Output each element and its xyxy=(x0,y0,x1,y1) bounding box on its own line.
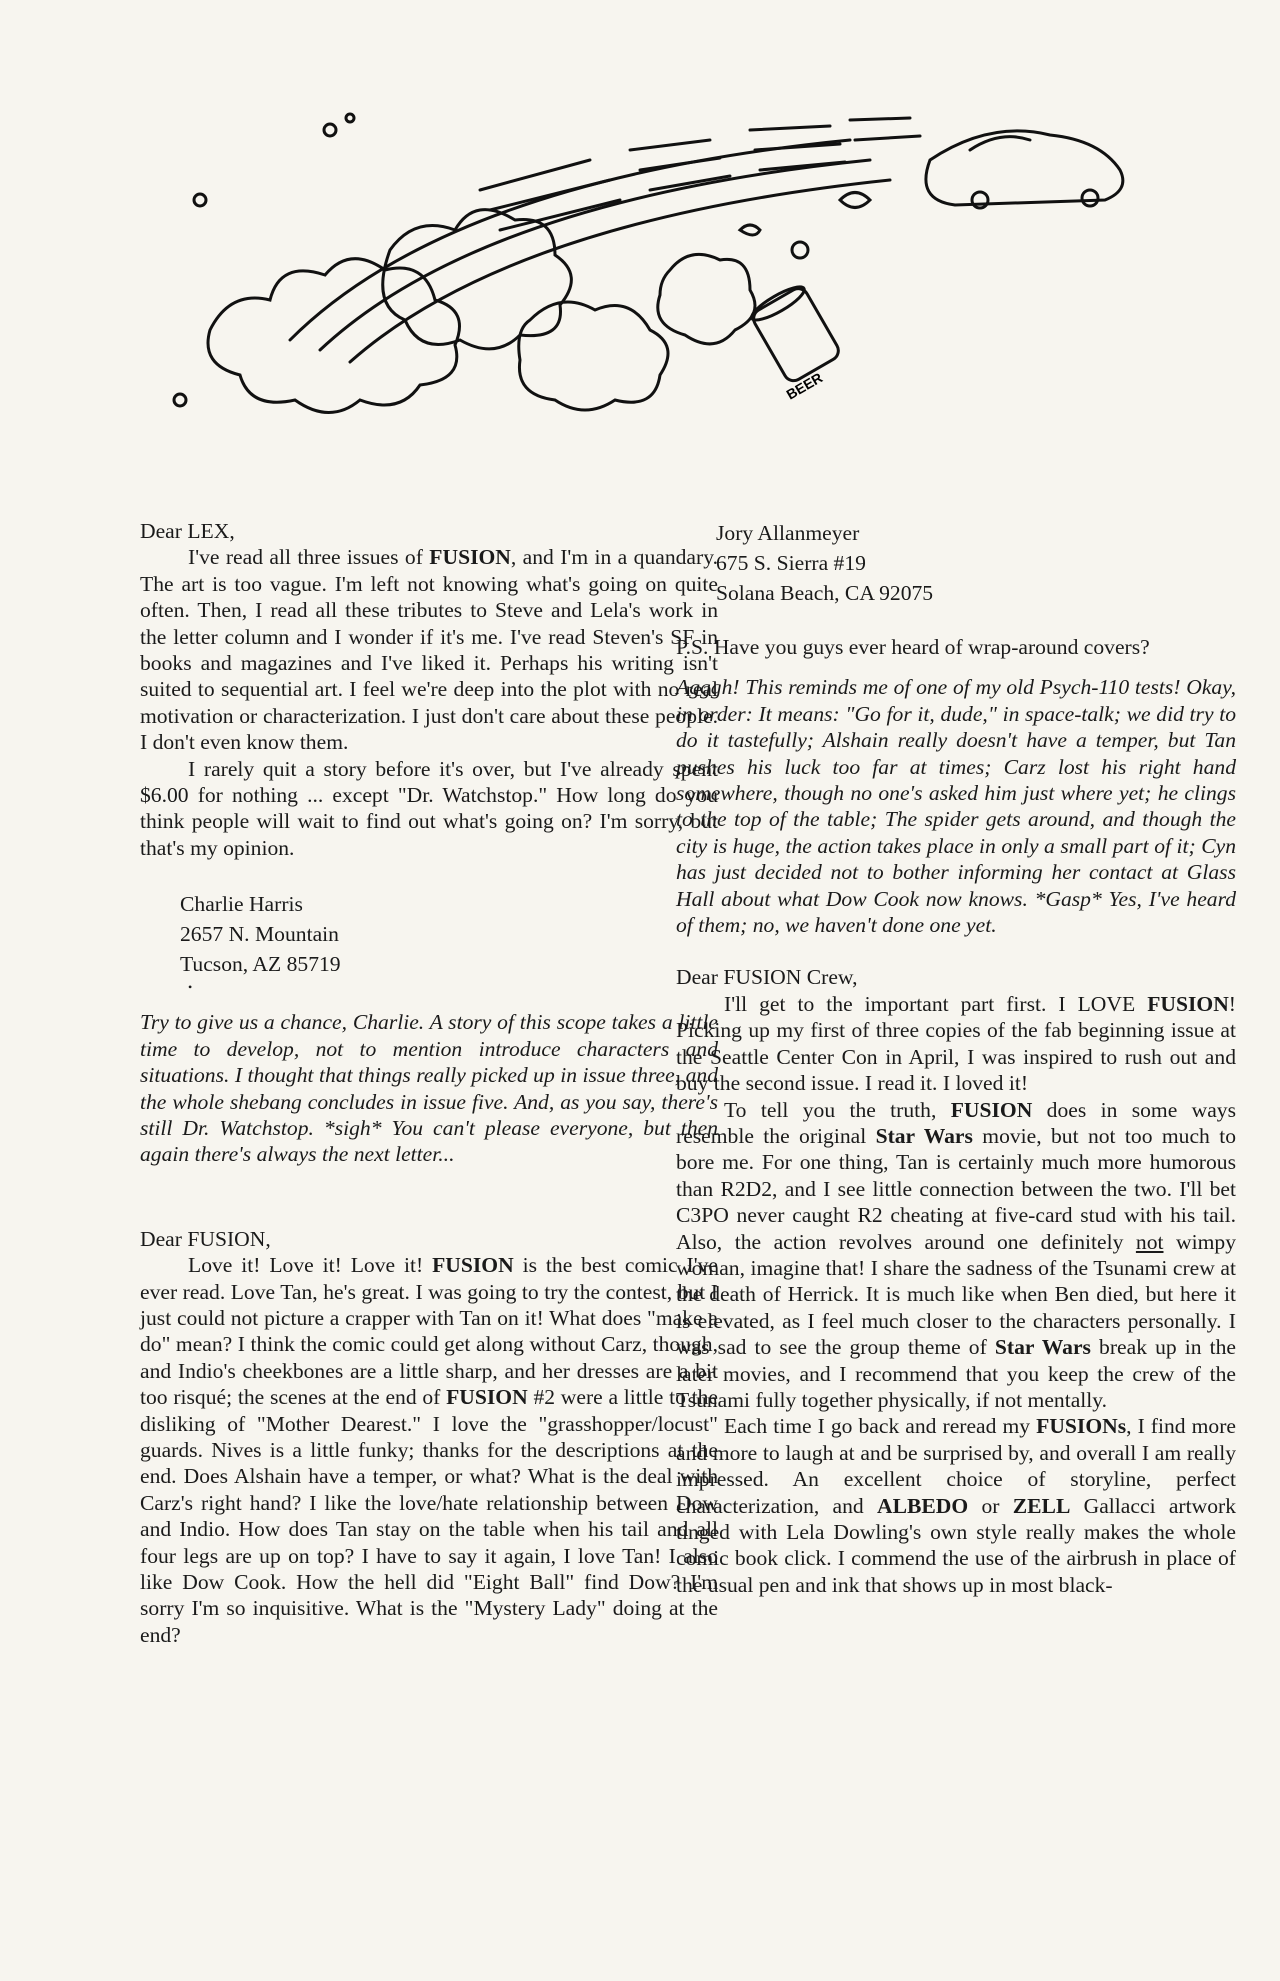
signature-city: Tucson, AZ 85719 xyxy=(180,952,341,977)
letter-paragraph: To tell you the truth, FUSION does in some ways resemble the original Star Wars movie, but not too much to bore me. For one thing, Tan is certainly much more humorous than R2D2, and I see little connection between the two. I'll bet C3PO never caught R2 cheating at five-card stud with his tail. Also, the action revolves around one definitely not wimpy woman, imagine that! I share the sadness of the Tsunami crew at the death of Herrick. It is much like when Ben died, but here it is elevated, as I feel much closer to the characters personally. I was sad to see the group theme of Star Wars break up in the later movies, and I recommend that you keep the crew of the Tsunami fully together physically, if not mentally. xyxy=(676,1097,1237,1412)
letter-paragraph: I rarely quit a story before it's over, but I've already spent $6.00 for nothing ... except "Dr. Watchstop." How long do you think people will wait to find out what's going on? I'm sorry, but that's my opinion. xyxy=(140,756,718,860)
signature-city: Solana Beach, CA 92075 xyxy=(716,581,934,605)
separator-bullet: • xyxy=(188,980,193,995)
signature-name: Jory Allanmeyer xyxy=(716,521,860,545)
editor-reply: Agggh! This reminds me of one of my old Psych-110 tests! Okay, in order: It means: "Go for it, dude," in space-talk; we did try to do it tastefully; Alshain really doesn't have a temper, but Tan pushes his luck too far at times; Carz lost his right hand somewhere, though no one's asked him just where yet; he clings to the top of the table; The spider gets around, and though the city is huge, the action takes place in only a small part of it; Cyn has just decided not to bother informing her contact at Glass Hall about what Dow Cook now knows. *Gasp* Yes, I've heard of them; no, we haven't done one yet. xyxy=(676,675,1236,938)
signature-street: 2657 N. Mountain xyxy=(180,922,339,947)
smoke-cloud-icon xyxy=(519,302,668,410)
letter-signature xyxy=(180,889,718,979)
editor-reply: Try to give us a chance, Charlie. A story of this scope takes a little time to develop, not to mention introduce characters and situations. I thought that things really picked up in issue three, and the whole shebang concludes in issue five. And, as you say, there's still Dr. Watchstop. *sigh* You can't please everyone, but then again there's always the next letter... xyxy=(140,1010,718,1167)
signature-street: 675 S. Sierra #19 xyxy=(716,551,866,575)
beer-can-icon xyxy=(748,282,842,385)
letter-paragraph: Love it! Love it! Love it! FUSION is the best comic I've ever read. Love Tan, he's great. I was going to try the contest, but I just could not picture a crapper with Tan on it! What does "make a do" mean? I think the comic could get along without Carz, though, and Indio's cheekbones are a little sharp, and her dresses are a bit too risqué; the scenes at the end of FUSION #2 were a little to the disliking of "Mother Dearest." I love the "grasshopper/locust" guards. Nives is a little funky; thanks for the descriptions at the end. Does Alshain have a temper, or what? What is the deal with Carz's right hand? I like the love/hate relationship between Dow and Indio. How does Tan stay on the table when his tail and all four legs are up on top? I have to say it again, I love Tan! I also like Dow Cook. How the hell did "Eight Ball" find Dow? I'm sorry I'm so inquisitive. What is the "Mystery Lady" doing at the end? xyxy=(140,1253,718,1647)
title-art-text: Hate Off xyxy=(530,240,534,241)
right-column xyxy=(676,518,1236,1598)
letter-paragraph: I've read all three issues of FUSION, and I'm in a quandary. The art is too vague. I'm left not knowing what's going on quite often. Then, I read all these tributes to Steve and Lela's work in the letter column and I wonder if it's me. I've read Steven's SF in books and magazines and I've liked it. Perhaps his writing isn't suited to sequential art. I feel we're deep into the plot with no real motivation or characterization. I just don't care about these people. I don't even know them. xyxy=(140,545,718,755)
letter-paragraph: I'll get to the important part first. I LOVE FUSION! Picking up my first of three copies of the fab beginning issue at the Seattle Center Con in April, I was inspired to rush out and buy the second issue. I read it. I loved it! xyxy=(676,991,1236,1096)
car-icon xyxy=(926,131,1123,205)
beer-can-label: BEER xyxy=(783,369,826,403)
letter-signature xyxy=(716,518,1236,608)
signature-name: Charlie Harris xyxy=(180,892,303,917)
letter-salutation: Dear FUSION, xyxy=(140,1226,271,1251)
smoke-cloud-icon xyxy=(658,254,755,344)
postscript: P.S. Have you guys ever heard of wrap-around covers? xyxy=(676,635,1150,659)
left-column xyxy=(140,518,718,1648)
hate-off-title-illustration xyxy=(150,100,1150,480)
letter-paragraph: Each time I go back and reread my FUSIONs, I find more and more to laugh at and be surprised by, and overall I am really impressed. An excellent choice of storyline, perfect characterization, and ALBEDO or ZELL Gallacci artwork tinged with Lela Dowling's own style really makes the whole comic book click. I commend the use of the airbrush in place of the usual pen and ink that shows up in most black- xyxy=(676,1414,1236,1597)
smoke-cloud-icon xyxy=(208,259,460,413)
letter-salutation: Dear FUSION Crew, xyxy=(676,965,858,990)
letter-salutation: Dear LEX, xyxy=(140,519,235,543)
